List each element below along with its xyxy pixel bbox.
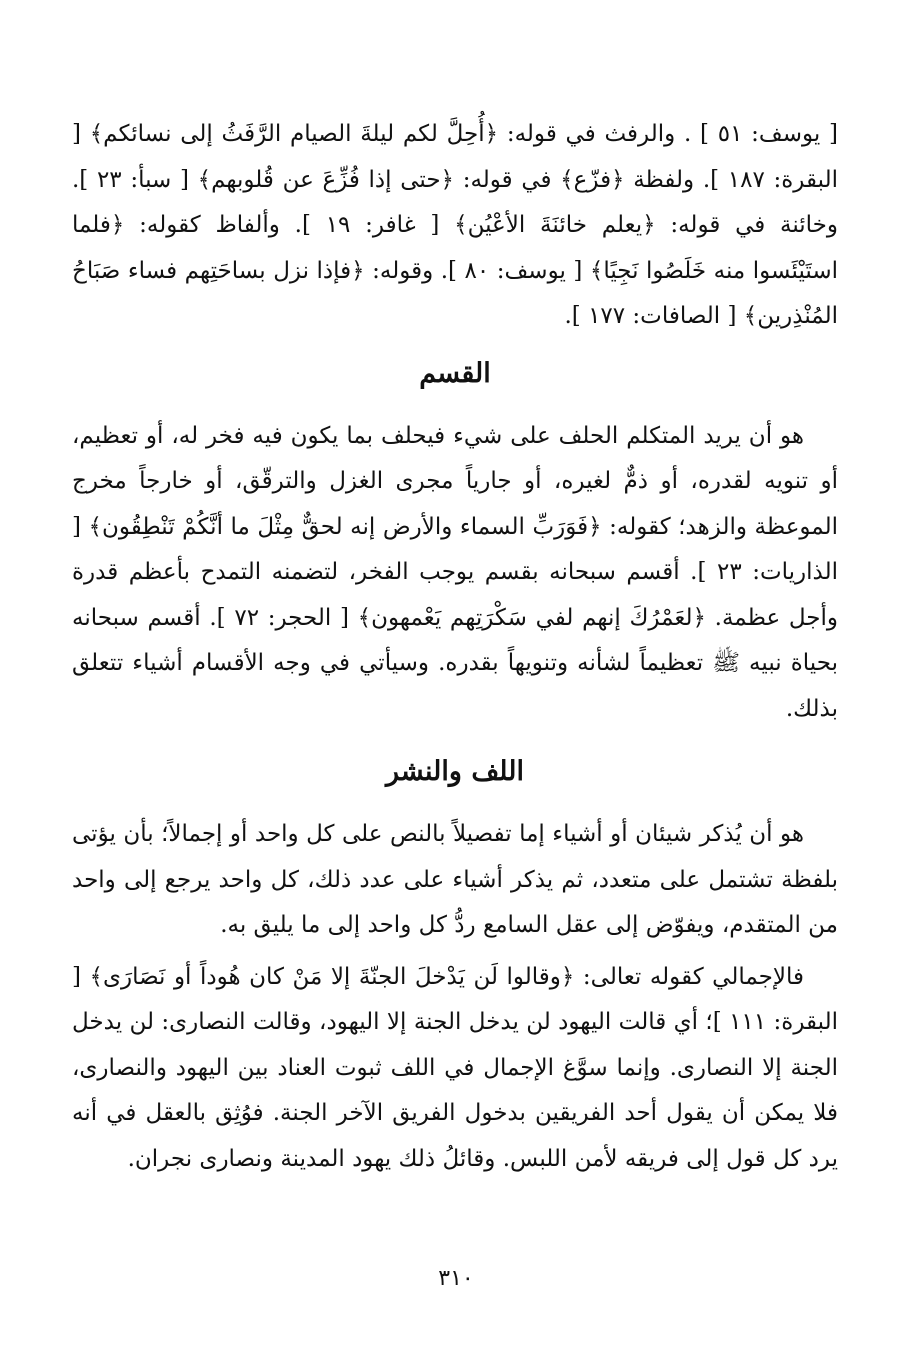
section-heading-lafwannashr: اللف والنشر	[386, 756, 524, 787]
section-heading-oath: القسم	[419, 357, 491, 389]
paragraph-continuation: [ يوسف: ٥١ ] . والرفث في قوله: ﴿أُحِلَّ لكم ليلةَ الصيام الرَّفَثُ إلى نسائكم﴾ [ البقرة: ١٨٧ ]. ولفظة ﴿فزّع﴾ في قوله: ﴿حتى إذا فُزِّعَ عن قُلوبهم﴾ [ سبأ: ٢٣ ]. وخائنة في قوله: ﴿يعلم خائنَةَ الأعْيُن﴾ [ غافر: ١٩ ]. وألفاظ كقوله: ﴿فلما استَيْئَسوا منه خَلَصُوا نَجِيًا﴾ [ يوسف: ٨٠ ]. وقوله: ﴿فإذا نزل بساحَتِهم فساء صَبَاحُ المُنْذِرين﴾ [ الصافات: ١٧٧ ].	[72, 121, 839, 329]
page-number: ٣١٠	[438, 1266, 474, 1291]
paragraph-oath-definition: هو أن يريد المتكلم الحلف على شيء فيحلف بما يكون فيه فخر له، أو تعظيم، أو تنويه لقدره، أو ذمٌّ لغيره، أو جارياً مجرى الغزل والترقّق، أو خارجاً مخرج الموعظة والزهد؛ كقوله: ﴿فَوَرَبِّ السماء والأرض إنه لحقٌّ مِثْلَ ما أنَّكُمْ تَنْطِقُون﴾ [ الذاريات: ٢٣ ]. أقسم سبحانه بقسم يوجب الفخر، لتضمنه التمدح بأعظم قدرة وأجل عظمة. ﴿لعَمْرُكَ إنهم لفي سَكْرَتِهم يَعْمهون﴾ [ الحجر: ٧٢ ]. أقسم سبحانه بحياة نبيه ﷺ تعظيماً لشأنه وتنويهاً بقدره. وسيأتي في وجه الأقسام أشياء تتعلق بذلك.	[72, 422, 839, 722]
page-body	[72, 112, 838, 1182]
paragraph-lafwannashr-definition: هو أن يُذكر شيئان أو أشياء إما تفصيلاً بالنص على كل واحد أو إجمالاً؛ بأن يؤتى بلفظة تشتمل على متعدد، ثم يذكر أشياء على عدد ذلك، كل واحد يرجع إلى واحد من المتقدم، ويفوّض إلى عقل السامع ردُّ كل واحد إلى ما يليق به.	[72, 821, 838, 938]
paragraph-lafwannashr-example: فالإجمالي كقوله تعالى: ﴿وقالوا لَن يَدْخلَ الجنّةَ إلا مَنْ كان هُوداً أو نَصَارَى﴾ [ البقرة: ١١١ ]؛ أي قالت اليهود لن يدخل الجنة إلا اليهود، وقالت النصارى: لن يدخل الجنة إلا النصارى. وإنما سوَّغ الإجمال في اللف ثبوت العناد بين اليهود والنصارى، فلا يمكن أن يقول أحد الفريقين بدخول الفريق الآخر الجنة. فوُثِق بالعقل في أنه يرد كل قول إلى فريقه لأمن اللبس. وقائلُ ذلك يهود المدينة ونصارى نجران.	[72, 963, 838, 1172]
